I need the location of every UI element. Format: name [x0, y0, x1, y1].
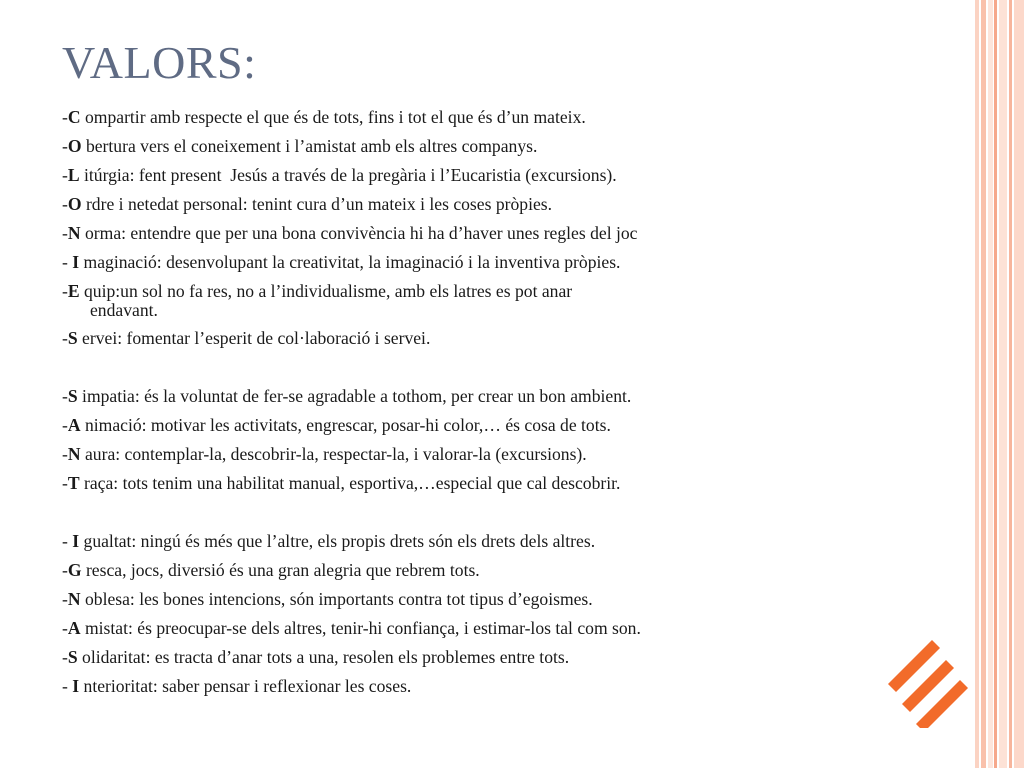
- initial-letter: I: [72, 676, 80, 696]
- list-item: -O rdre i netedat personal: tenint cura d’un mateix i les coses pròpies.: [62, 194, 553, 214]
- initial-letter: N: [67, 444, 81, 464]
- values-list: [62, 103, 892, 701]
- list-item-continuation: endavant.: [90, 300, 158, 320]
- initial-letter: S: [67, 328, 78, 348]
- list-item: - I gualtat: ningú és més que l’altre, els propis drets són els drets dels altres.: [62, 531, 596, 551]
- list-item: - I nterioritat: saber pensar i reflexionar les coses.: [62, 676, 412, 696]
- initial-letter: O: [67, 194, 82, 214]
- list-item: -G resca, jocs, diversió és una gran alegria que rebrem tots.: [62, 560, 480, 580]
- initial-letter: L: [67, 165, 80, 185]
- list-item: -L itúrgia: fent present Jesús a través de la pregària i l’Eucaristia (excursions).: [62, 165, 617, 185]
- list-item: -A nimació: motivar les activitats, engrescar, posar-hi color,… és cosa de tots.: [62, 415, 611, 435]
- list-item: -O bertura vers el coneixement i l’amistat amb els altres companys.: [62, 136, 538, 156]
- initial-letter: A: [67, 618, 81, 638]
- initial-letter: S: [67, 386, 78, 406]
- spacer: [62, 498, 892, 527]
- initial-letter: A: [67, 415, 81, 435]
- slide-title: VALORS:: [62, 37, 257, 88]
- initial-letter: N: [67, 223, 81, 243]
- initial-letter: I: [72, 531, 80, 551]
- list-item: -S impatia: és la voluntat de fer-se agradable a tothom, per crear un bon ambient.: [62, 386, 632, 406]
- initial-letter: G: [67, 560, 82, 580]
- list-item: -A mistat: és preocupar-se dels altres, tenir-hi confiança, i estimar-los tal com son.: [62, 618, 641, 638]
- initial-letter: O: [67, 136, 82, 156]
- initial-letter: E: [67, 281, 80, 301]
- list-item: -N oblesa: les bones intencions, són importants contra tot tipus d’egoismes.: [62, 589, 593, 609]
- list-item: -N orma: entendre que per una bona convivència hi ha d’haver unes regles del joc: [62, 223, 638, 243]
- list-item: - I maginació: desenvolupant la creativitat, la imaginació i la inventiva pròpies.: [62, 252, 621, 272]
- list-item: -N aura: contemplar-la, descobrir-la, respectar-la, i valorar-la (excursions).: [62, 444, 587, 464]
- initial-letter: S: [67, 647, 78, 667]
- initial-letter: I: [72, 252, 80, 272]
- initial-letter: C: [67, 107, 81, 127]
- orange-slash-bars-icon: [880, 638, 975, 728]
- spacer: [62, 353, 892, 382]
- list-item: -E quip:un sol no fa res, no a l’individualisme, amb els latres es pot anar endavant.: [62, 277, 892, 324]
- list-item: -S olidaritat: es tracta d’anar tots a una, resolen els problemes entre tots.: [62, 647, 570, 667]
- initial-letter: N: [67, 589, 81, 609]
- list-item: -S ervei: fomentar l’esperit de col·laboració i servei.: [62, 328, 431, 348]
- initial-letter: T: [67, 473, 80, 493]
- list-item: -T raça: tots tenim una habilitat manual, esportiva,…especial que cal descobrir.: [62, 473, 621, 493]
- list-item: -C ompartir amb respecte el que és de tots, fins i tot el que és d’un mateix.: [62, 107, 586, 127]
